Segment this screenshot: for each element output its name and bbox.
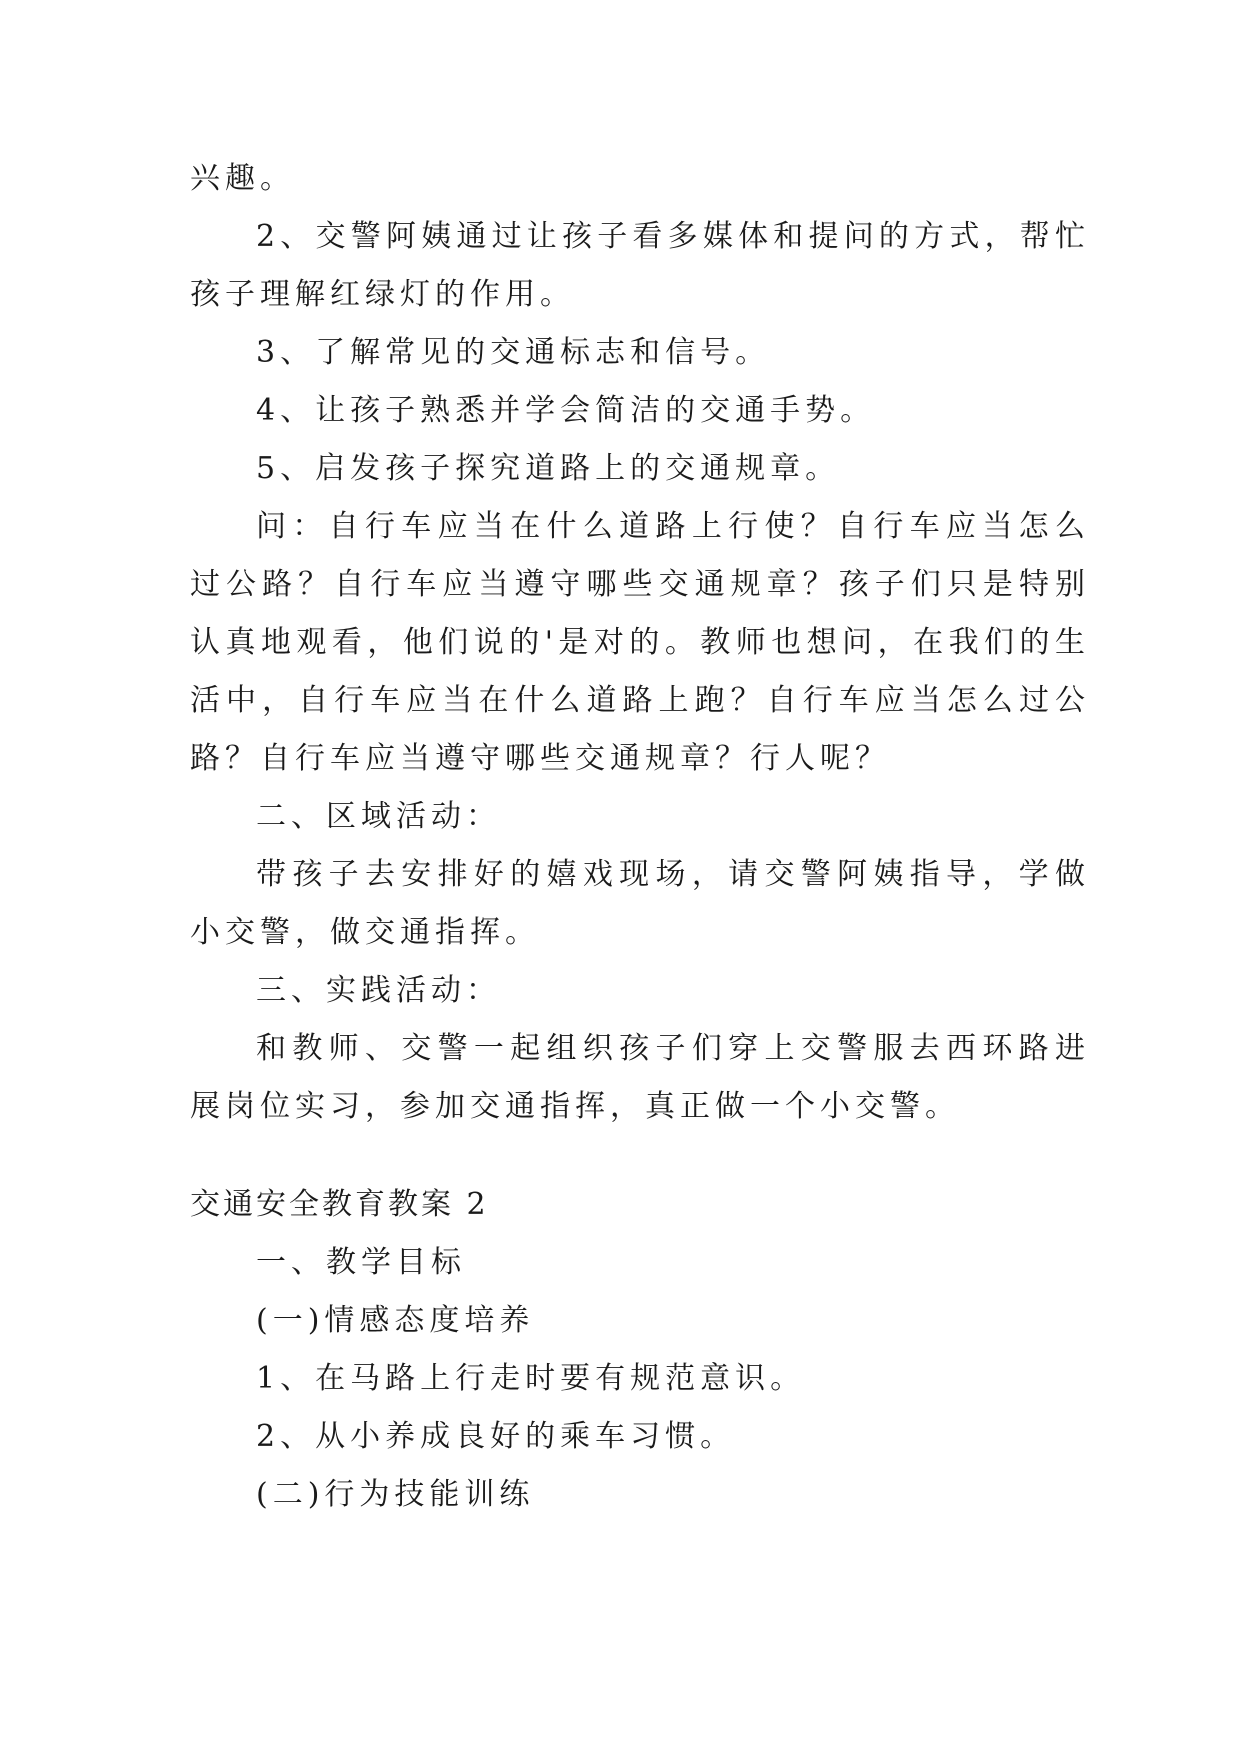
heading-teaching-goals: 一、教学目标: [256, 1245, 466, 1280]
goal-item-1: 1、在马路上行走时要有规范意识。: [256, 1361, 806, 1396]
paragraph-continuation: 兴趣。: [190, 161, 295, 196]
subheading-emotion-attitude: (一)情感态度培养: [256, 1303, 535, 1338]
paragraph-area-activity: 带孩子去安排好的嬉戏现场，请交警阿姨指导，学做小交警，做交通指挥。: [190, 857, 1090, 950]
paragraph-item-3: 3、了解常见的交通标志和信号。: [256, 335, 771, 370]
paragraph-item-2: 2、交警阿姨通过让孩子看多媒体和提问的方式，帮忙孩子理解红绿灯的作用。: [190, 219, 1090, 312]
paragraph-item-5: 5、启发孩子探究道路上的交通规章。: [256, 451, 841, 486]
section-spacer: [190, 1136, 1090, 1176]
paragraph-question: 问：自行车应当在什么道路上行使？自行车应当怎么过公路？自行车应当遵守哪些交通规章？孩子们只是特别认真地观看，他们说的'是对的。教师也想问，在我们的生活中，自行车应当在什么道路上跑？自行车应当怎么过公路？自行车应当遵守哪些交通规章？行人呢？: [190, 509, 1090, 776]
paragraph-practice-activity: 和教师、交警一起组织孩子们穿上交警服去西环路进展岗位实习，参加交通指挥，真正做一个小交警。: [190, 1031, 1090, 1124]
section-title: 交通安全教育教案 2: [190, 1187, 489, 1222]
heading-area-activity: 二、区域活动：: [256, 799, 501, 834]
paragraph-item-4: 4、让孩子熟悉并学会简洁的交通手势。: [256, 393, 876, 428]
subheading-behavior-skills: (二)行为技能训练: [256, 1477, 535, 1512]
document-body: [190, 150, 1090, 1524]
heading-practice-activity: 三、实践活动：: [256, 973, 501, 1008]
goal-item-2: 2、从小养成良好的乘车习惯。: [256, 1419, 736, 1454]
